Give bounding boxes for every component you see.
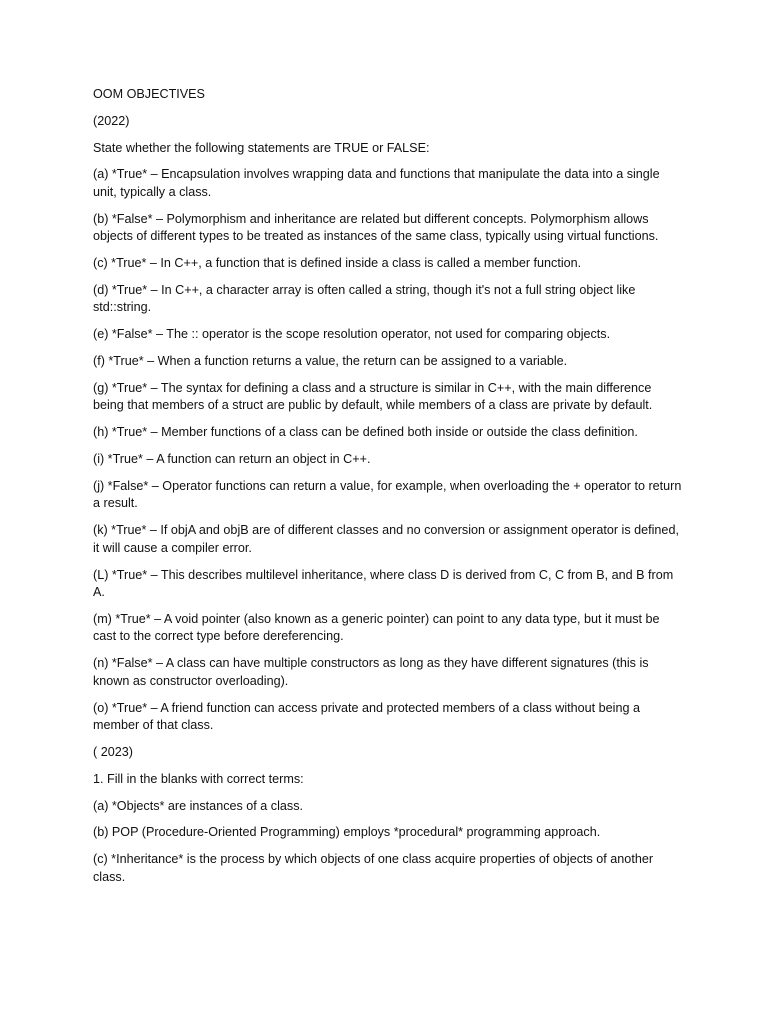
year-heading-2022: (2022): [93, 113, 130, 128]
answer-k: (k) *True* – If objA and objB are of different classes and no conversion or assignment operator is defined, it will cause a compiler error.: [93, 523, 679, 555]
answer-h: (h) *True* – Member functions of a class can be defined both inside or outside the class definition.: [93, 425, 638, 440]
answer-f: (f) *True* – When a function returns a value, the return can be assigned to a variable.: [93, 354, 568, 369]
fill-blanks-instruction: 1. Fill in the blanks with correct terms:: [93, 771, 304, 786]
answer-b: (b) *False* – Polymorphism and inheritance are related but different concepts. Polymorphism allows objects of different types to be treated as instances of the same class, typically using virtual functions.: [93, 211, 659, 244]
answer-m: (m) *True* – A void pointer (also known as a generic pointer) can point to any data type, but it must be cast to the correct type before dereferencing.: [93, 611, 660, 644]
blank-answer-a: (a) *Objects* are instances of a class.: [93, 798, 303, 813]
document-body: [93, 86, 683, 896]
answer-c: (c) *True* – In C++, a function that is defined inside a class is called a member function.: [93, 256, 582, 271]
answer-l: (L) *True* – This describes multilevel inheritance, where class D is derived from C, C from B, and B from A.: [93, 567, 674, 600]
blank-answer-b: (b) POP (Procedure-Oriented Programming) employs *procedural* programming approach.: [93, 825, 601, 840]
answer-n: (n) *False* – A class can have multiple constructors as long as they have different signatures (this is known as constructor overloading).: [93, 656, 649, 688]
answer-i: (i) *True* – A function can return an object in C++.: [93, 451, 371, 466]
year-heading-2023: ( 2023): [93, 745, 133, 759]
answer-g: (g) *True* – The syntax for defining a class and a structure is similar in C++, with the main difference being that members of a struct are public by default, while members of a class are private by default.: [93, 380, 653, 413]
document-title: OOM OBJECTIVES: [93, 87, 205, 101]
instruction-text: State whether the following statements are TRUE or FALSE:: [93, 140, 430, 155]
answer-j: (j) *False* – Operator functions can return a value, for example, when overloading the + operator to return a result.: [93, 478, 682, 511]
answer-a: (a) *True* – Encapsulation involves wrapping data and functions that manipulate the data into a single unit, typically a class.: [93, 167, 660, 199]
blank-answer-c: (c) *Inheritance* is the process by which objects of one class acquire properties of objects of another class.: [93, 852, 654, 884]
answer-d: (d) *True* – In C++, a character array is often called a string, though it's not a full string object like std::string.: [93, 282, 636, 315]
answer-e: (e) *False* – The :: operator is the scope resolution operator, not used for comparing objects.: [93, 327, 611, 342]
answer-o: (o) *True* – A friend function can access private and protected members of a class without being a member of that class.: [93, 700, 640, 733]
